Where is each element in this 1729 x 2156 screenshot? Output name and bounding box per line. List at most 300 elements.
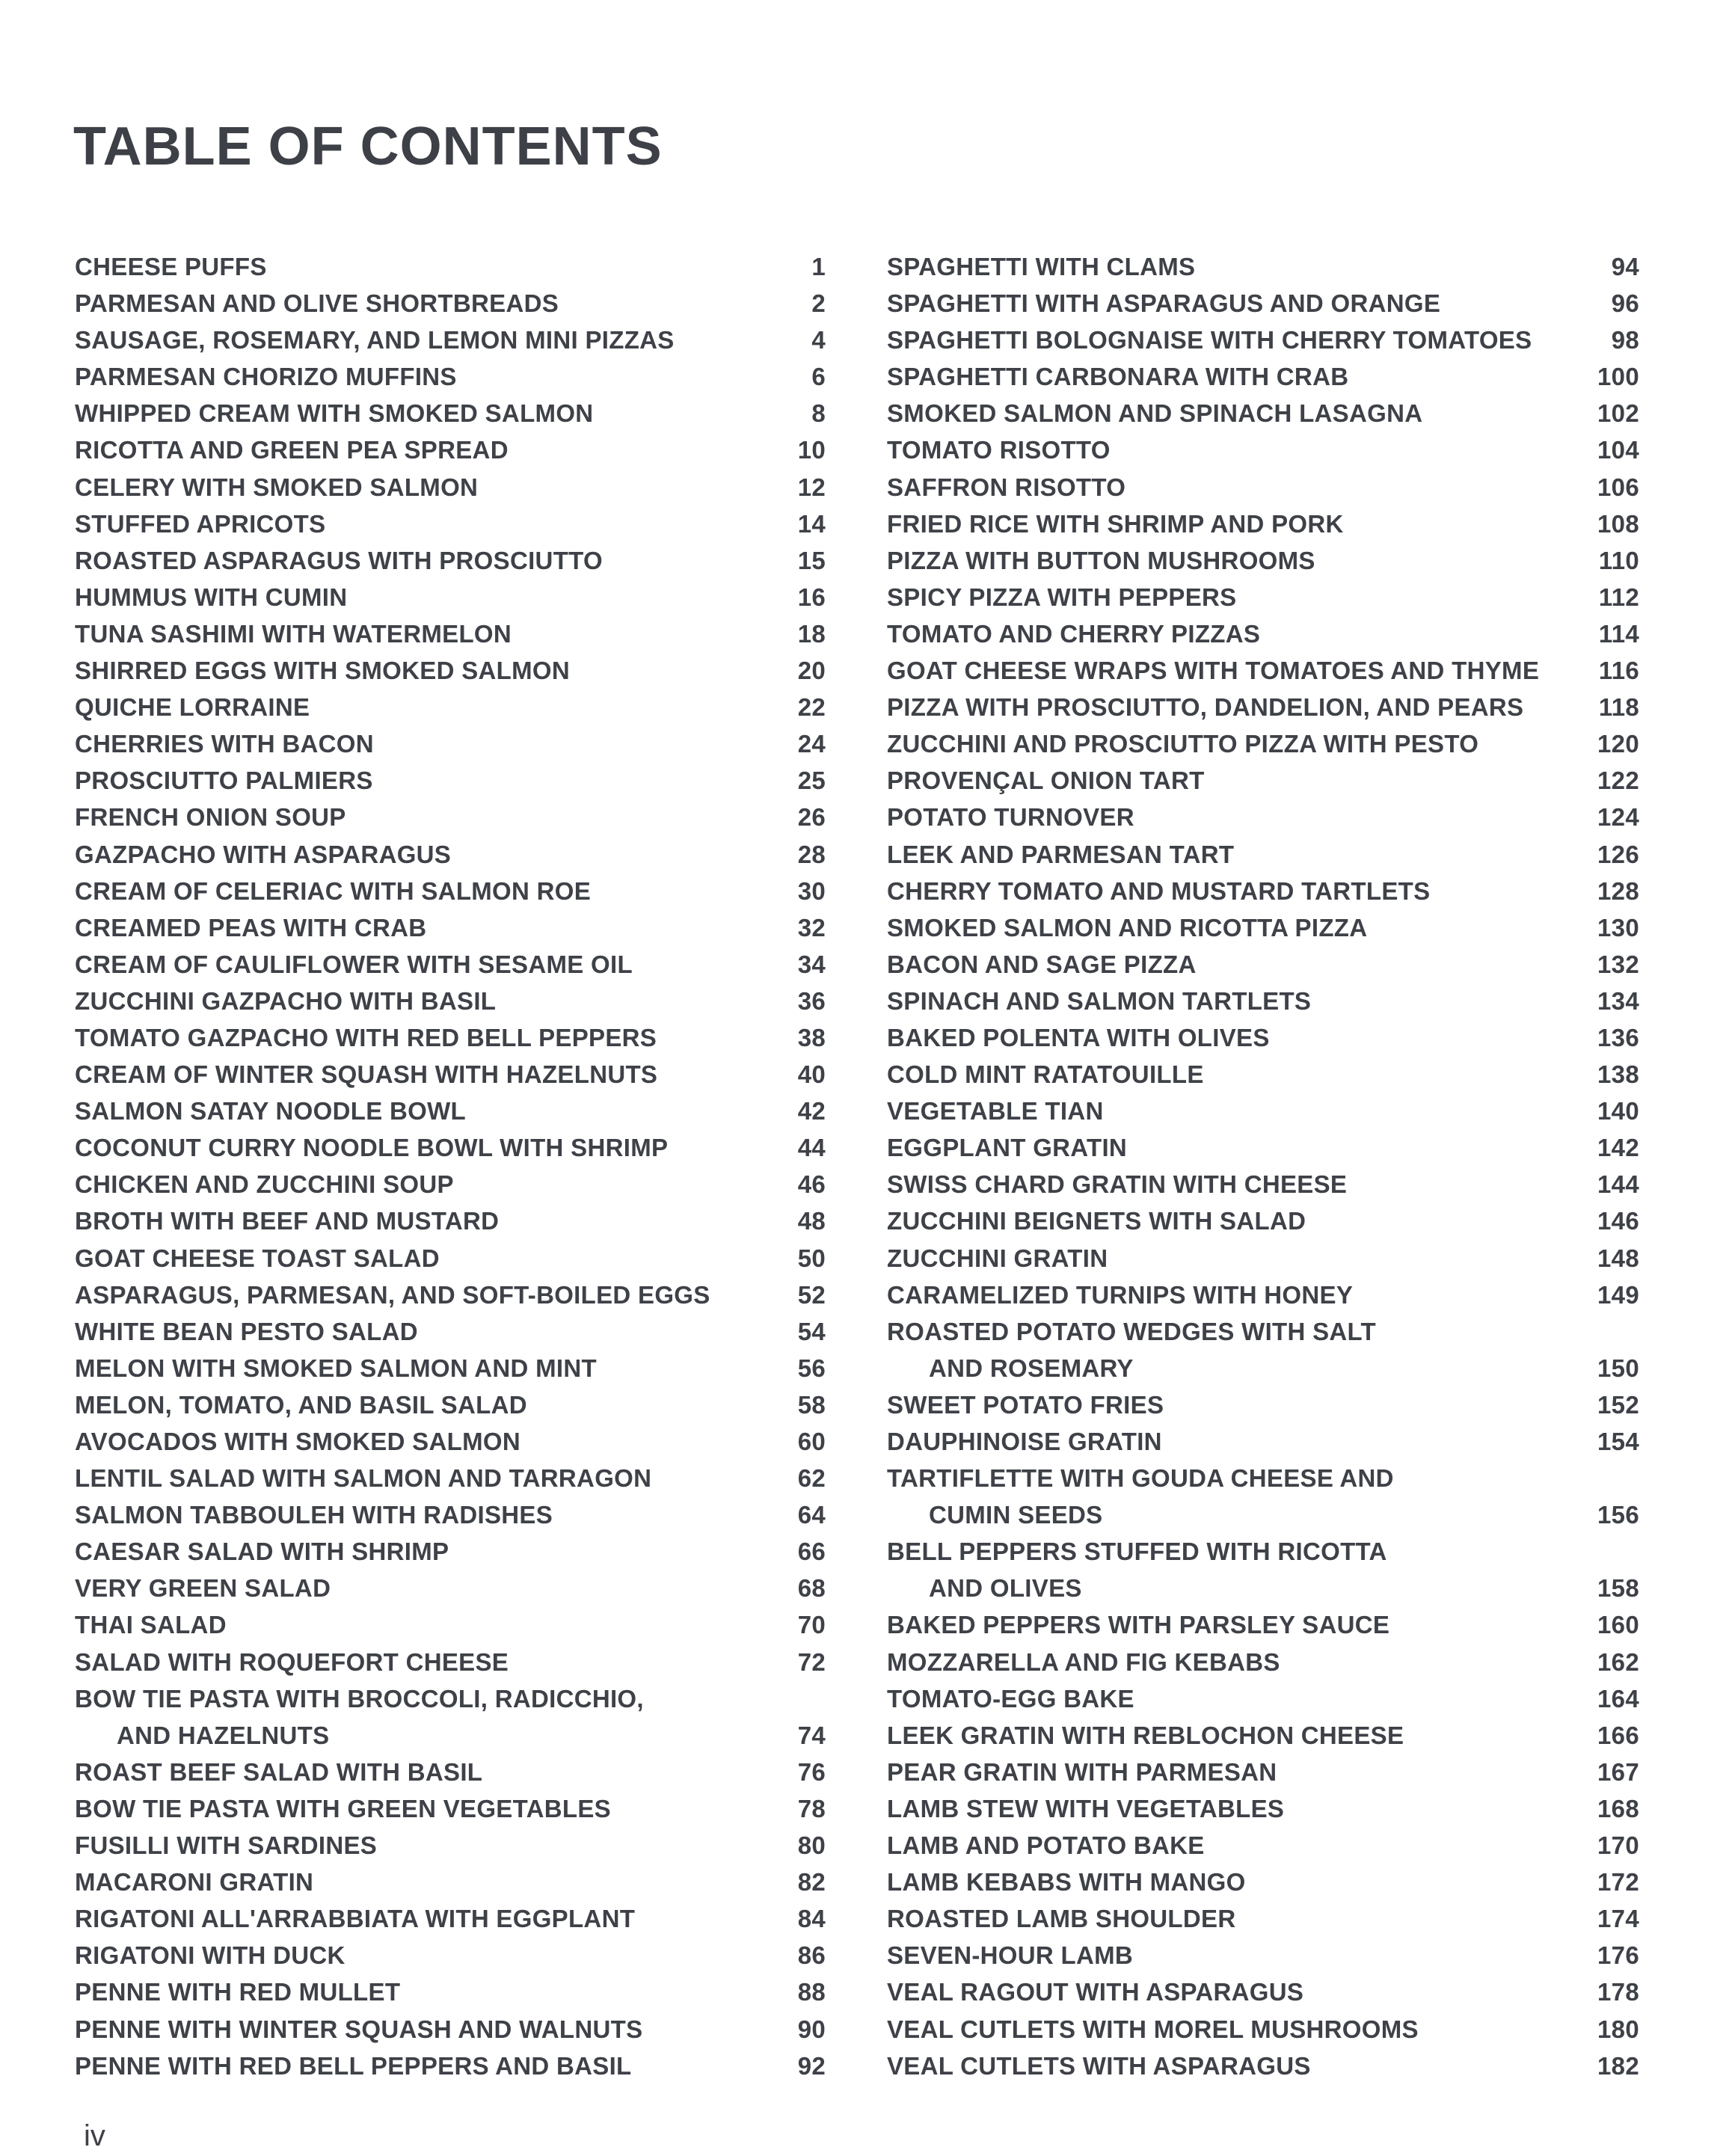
toc-entry-title: AVOCADOS WITH SMOKED SALMON: [75, 1428, 520, 1455]
toc-entry-title: ZUCCHINI AND PROSCIUTTO PIZZA WITH PESTO: [887, 730, 1479, 758]
toc-entry-title: ZUCCHINI GRATIN: [887, 1244, 1108, 1272]
toc-entry[interactable]: [887, 1900, 1639, 1937]
toc-entry-page-number: 1: [811, 253, 826, 280]
toc-entry-title: TOMATO GAZPACHO WITH RED BELL PEPPERS: [75, 1023, 657, 1051]
toc-entry[interactable]: [887, 506, 1639, 542]
toc-entry[interactable]: [75, 1496, 826, 1533]
toc-entry-page-number: 136: [1597, 1023, 1639, 1051]
toc-entry-page-number: 25: [797, 767, 826, 795]
toc-entry[interactable]: [75, 1313, 826, 1350]
toc-entry-page-number: 160: [1597, 1611, 1639, 1639]
toc-entry-title: SALMON SATAY NOODLE BOWL: [75, 1097, 466, 1125]
toc-entry-title: THAI SALAD: [75, 1611, 227, 1639]
toc-entry-title: SALAD WITH ROQUEFORT CHEESE: [75, 1647, 509, 1676]
toc-entry-page-number: 36: [797, 986, 826, 1015]
toc-entry-title: HUMMUS WITH CUMIN: [75, 583, 348, 611]
toc-entry[interactable]: [75, 1827, 826, 1864]
toc-entry-page-number: 24: [797, 730, 826, 758]
toc-entry-title: PROVENÇAL ONION TART: [887, 767, 1205, 795]
toc-entry-page-number: 80: [797, 1831, 826, 1860]
toc-entry-title: BAKED POLENTA WITH OLIVES: [887, 1023, 1270, 1051]
toc-entry-title: PENNE WITH RED MULLET: [75, 1978, 401, 2006]
toc-entry[interactable]: [75, 542, 826, 579]
toc-entry-page-number: 64: [797, 1501, 826, 1529]
toc-entry-title: FRIED RICE WITH SHRIMP AND PORK: [887, 509, 1344, 538]
toc-entry-title: GOAT CHEESE WRAPS WITH TOMATOES AND THYME: [887, 657, 1540, 685]
toc-entry[interactable]: [75, 909, 826, 946]
toc-entry-page-number: 154: [1597, 1428, 1639, 1455]
toc-entry-page-number: 114: [1598, 619, 1639, 648]
toc-entry[interactable]: [887, 1606, 1639, 1643]
toc-entry-title: CREAM OF CELERIAC WITH SALMON ROE: [75, 876, 592, 905]
toc-entry-title: BOW TIE PASTA WITH GREEN VEGETABLES: [75, 1794, 611, 1822]
toc-entry-page-number: 70: [797, 1611, 826, 1639]
toc-entry-page-number: 92: [797, 2051, 826, 2080]
toc-entry-title: ROAST BEEF SALAD WITH BASIL: [75, 1757, 483, 1786]
toc-entry-page-number: 15: [797, 546, 826, 574]
toc-entry-page-number: 4: [811, 326, 826, 354]
toc-entry-title: TUNA SASHIMI WITH WATERMELON: [75, 619, 512, 648]
toc-entry[interactable]: [75, 431, 826, 468]
toc-entry[interactable]: [887, 1460, 1639, 1496]
toc-entry-page-number: 52: [797, 1280, 826, 1309]
toc-entry-title: QUICHE LORRAINE: [75, 693, 310, 722]
toc-entry-title: SPAGHETTI WITH ASPARAGUS AND ORANGE: [887, 289, 1441, 318]
toc-entry-title: CHERRIES WITH BACON: [75, 730, 374, 758]
toc-entry-page-number: 78: [797, 1794, 826, 1822]
toc-entry[interactable]: [887, 1423, 1639, 1460]
toc-entry-title: PEAR GRATIN WITH PARMESAN: [887, 1757, 1277, 1786]
toc-entry-title: PIZZA WITH PROSCIUTTO, DANDELION, AND PEARS: [887, 693, 1524, 722]
toc-entry[interactable]: [75, 873, 826, 909]
toc-entry-page-number: 42: [797, 1097, 826, 1125]
toc-entry[interactable]: [887, 1056, 1639, 1093]
toc-entry-page-number: 120: [1597, 730, 1639, 758]
toc-entry[interactable]: [75, 946, 826, 983]
toc-entry-page-number: 124: [1597, 803, 1639, 832]
toc-entry[interactable]: [75, 469, 826, 506]
toc-entry-page-number: 126: [1597, 840, 1639, 868]
toc-entry[interactable]: [75, 2048, 826, 2084]
toc-entry-title: TOMATO AND CHERRY PIZZAS: [887, 619, 1261, 648]
toc-entry[interactable]: [887, 1093, 1639, 1129]
toc-entry-continuation[interactable]: [887, 1350, 1639, 1386]
toc-entry[interactable]: [75, 652, 826, 689]
toc-entry-page-number: 50: [797, 1244, 826, 1272]
toc-entry-page-number: 28: [797, 840, 826, 868]
toc-entry-page-number: 180: [1597, 2015, 1639, 2043]
toc-entry[interactable]: [887, 909, 1639, 946]
toc-entry[interactable]: [75, 1533, 826, 1570]
folio-page-number: iv: [84, 2119, 105, 2152]
toc-entry[interactable]: [887, 358, 1639, 395]
toc-entry[interactable]: [75, 1056, 826, 1093]
toc-entry-title: ASPARAGUS, PARMESAN, AND SOFT-BOILED EGGS: [75, 1280, 710, 1309]
toc-entry-page-number: 176: [1597, 1941, 1639, 1970]
toc-entry-page-number: 8: [811, 399, 826, 428]
toc-entry-title: BOW TIE PASTA WITH BROCCOLI, RADICCHIO,: [75, 1684, 644, 1713]
toc-entry[interactable]: [75, 1570, 826, 1606]
toc-entry-title: SPAGHETTI WITH CLAMS: [887, 253, 1196, 280]
toc-entry-page-number: 22: [797, 693, 826, 722]
toc-entry[interactable]: [887, 1313, 1639, 1350]
toc-entry-page-number: 108: [1597, 509, 1639, 538]
toc-entry-page-number: 164: [1597, 1684, 1639, 1713]
toc-entry[interactable]: [887, 1754, 1639, 1790]
toc-entry-page-number: 148: [1597, 1244, 1639, 1272]
toc-entry[interactable]: [75, 1093, 826, 1129]
toc-entry[interactable]: [75, 1386, 826, 1423]
toc-entry-title: LAMB STEW WITH VEGETABLES: [887, 1794, 1285, 1822]
toc-entry-page-number: 116: [1598, 657, 1639, 685]
toc-entry-page-number: 118: [1598, 693, 1639, 722]
toc-entry-page-number: 86: [797, 1941, 826, 1970]
toc-entry-title: SWISS CHARD GRATIN WITH CHEESE: [887, 1170, 1348, 1199]
toc-entry[interactable]: [887, 1790, 1639, 1827]
toc-entry-title: VEAL CUTLETS WITH MOREL MUSHROOMS: [887, 2015, 1419, 2043]
toc-entry-title: SWEET POTATO FRIES: [887, 1390, 1164, 1419]
toc-entry[interactable]: [887, 983, 1639, 1019]
toc-entry-page-number: 32: [797, 913, 826, 942]
toc-entry-title: BELL PEPPERS STUFFED WITH RICOTTA: [887, 1538, 1387, 1566]
toc-entry-page-number: 88: [797, 1978, 826, 2006]
toc-entry[interactable]: [887, 2048, 1639, 2084]
toc-entry-page-number: 168: [1597, 1794, 1639, 1822]
toc-entry[interactable]: [887, 946, 1639, 983]
toc-entry-page-number: 30: [797, 876, 826, 905]
toc-entry-title: PROSCIUTTO PALMIERS: [75, 767, 373, 795]
toc-entry[interactable]: [75, 248, 826, 285]
toc-entry[interactable]: [887, 1937, 1639, 1974]
toc-entry-page-number: 62: [797, 1464, 826, 1493]
toc-entry-title: EGGPLANT GRATIN: [887, 1134, 1128, 1162]
toc-entry[interactable]: [887, 1644, 1639, 1680]
toc-entry[interactable]: [887, 285, 1639, 322]
toc-entry-page-number: 38: [797, 1023, 826, 1051]
toc-entry-title: ROASTED POTATO WEDGES WITH SALT: [887, 1317, 1377, 1345]
toc-entry-page-number: 18: [797, 619, 826, 648]
toc-entry-page-number: 162: [1597, 1647, 1639, 1676]
toc-entry-continuation[interactable]: [887, 1570, 1639, 1606]
toc-entry-title: SPAGHETTI BOLOGNAISE WITH CHERRY TOMATOES: [887, 326, 1532, 354]
toc-entry[interactable]: [75, 579, 826, 615]
toc-entry[interactable]: [887, 1680, 1639, 1717]
toc-entry[interactable]: [75, 1900, 826, 1937]
toc-entry-title: SMOKED SALMON AND RICOTTA PIZZA: [887, 913, 1368, 942]
toc-entry-page-number: 150: [1597, 1354, 1639, 1382]
toc-entry-title: WHITE BEAN PESTO SALAD: [75, 1317, 418, 1345]
toc-entry-title: POTATO TURNOVER: [887, 803, 1134, 832]
toc-entry-title: SAFFRON RISOTTO: [887, 473, 1126, 501]
toc-entry[interactable]: [887, 2011, 1639, 2048]
toc-entry-continuation[interactable]: [75, 1717, 826, 1754]
toc-entry-page-number: 48: [797, 1207, 826, 1235]
toc-entry-page-number: 138: [1597, 1060, 1639, 1089]
toc-entry-page-number: 40: [797, 1060, 826, 1089]
toc-entry[interactable]: [75, 358, 826, 395]
toc-entry-title: AND OLIVES: [929, 1574, 1082, 1603]
toc-entry[interactable]: [887, 873, 1639, 909]
toc-entry-page-number: 60: [797, 1428, 826, 1455]
toc-entry-title: CAESAR SALAD WITH SHRIMP: [75, 1538, 449, 1566]
toc-entry-title: LAMB AND POTATO BAKE: [887, 1831, 1205, 1860]
toc-entry[interactable]: [75, 836, 826, 873]
toc-entry-page-number: 12: [797, 473, 826, 501]
toc-entry-title: BROTH WITH BEEF AND MUSTARD: [75, 1207, 500, 1235]
toc-entry[interactable]: [75, 2011, 826, 2048]
toc-entry-title: CUMIN SEEDS: [929, 1501, 1103, 1529]
toc-entry-page-number: 167: [1597, 1757, 1639, 1786]
toc-entry-page-number: 58: [797, 1390, 826, 1419]
toc-entry[interactable]: [75, 762, 826, 799]
toc-entry-page-number: 156: [1597, 1501, 1639, 1529]
toc-entry-title: PENNE WITH RED BELL PEPPERS AND BASIL: [75, 2051, 632, 2080]
toc-entry-title: CHICKEN AND ZUCCHINI SOUP: [75, 1170, 454, 1199]
toc-entry[interactable]: [75, 1240, 826, 1277]
toc-entry-title: CELERY WITH SMOKED SALMON: [75, 473, 479, 501]
toc-entry[interactable]: [887, 762, 1639, 799]
toc-entry-title: SPINACH AND SALMON TARTLETS: [887, 986, 1312, 1015]
toc-entry[interactable]: [75, 1680, 826, 1717]
toc-entry-page-number: 104: [1597, 436, 1639, 464]
toc-entry[interactable]: [887, 1864, 1639, 1900]
toc-entry[interactable]: [75, 799, 826, 835]
toc-entry-title: CREAM OF CAULIFLOWER WITH SESAME OIL: [75, 950, 633, 978]
toc-entry-page-number: 66: [797, 1538, 826, 1566]
toc-entry-title: DAUPHINOISE GRATIN: [887, 1428, 1162, 1455]
toc-entry-title: TOMATO RISOTTO: [887, 436, 1111, 464]
toc-entry-title: SALMON TABBOULEH WITH RADISHES: [75, 1501, 553, 1529]
toc-entry[interactable]: [887, 1019, 1639, 1056]
toc-entry[interactable]: [887, 579, 1639, 615]
toc-entry-title: CHERRY TOMATO AND MUSTARD TARTLETS: [887, 876, 1431, 905]
toc-entry-title: GAZPACHO WITH ASPARAGUS: [75, 840, 452, 868]
toc-entry[interactable]: [75, 395, 826, 431]
toc-entry-title: PARMESAN CHORIZO MUFFINS: [75, 363, 457, 391]
toc-entry-page-number: 166: [1597, 1721, 1639, 1749]
toc-entry-title: RIGATONI WITH DUCK: [75, 1941, 346, 1970]
toc-entry-page-number: 96: [1611, 289, 1639, 318]
toc-entry[interactable]: [75, 1350, 826, 1386]
toc-entry-page-number: 74: [797, 1721, 826, 1749]
toc-entry-page-number: 14: [797, 509, 826, 538]
toc-entry[interactable]: [75, 1129, 826, 1166]
toc-entry-title: VEAL RAGOUT WITH ASPARAGUS: [887, 1978, 1304, 2006]
toc-entry-title: LENTIL SALAD WITH SALMON AND TARRAGON: [75, 1464, 652, 1493]
toc-entry-title: ROASTED ASPARAGUS WITH PROSCIUTTO: [75, 546, 603, 574]
toc-entry-title: PENNE WITH WINTER SQUASH AND WALNUTS: [75, 2015, 643, 2043]
toc-entry-page-number: 110: [1598, 546, 1639, 574]
toc-entry-page-number: 140: [1597, 1097, 1639, 1125]
toc-entry-page-number: 2: [811, 289, 826, 318]
toc-entry[interactable]: [887, 248, 1639, 285]
toc-entry-title: MELON WITH SMOKED SALMON AND MINT: [75, 1354, 597, 1382]
toc-entry-title: FUSILLI WITH SARDINES: [75, 1831, 378, 1860]
toc-entry[interactable]: [75, 1974, 826, 2010]
toc-entry-title: SEVEN-HOUR LAMB: [887, 1941, 1134, 1970]
toc-entry[interactable]: [75, 1277, 826, 1313]
toc-entry-page-number: 132: [1597, 950, 1639, 978]
toc-entry-page-number: 56: [797, 1354, 826, 1382]
toc-left-column: [75, 248, 826, 2084]
toc-entry-page-number: 44: [797, 1134, 826, 1162]
toc-entry-title: COLD MINT RATATOUILLE: [887, 1060, 1204, 1089]
toc-entry[interactable]: [75, 1864, 826, 1900]
toc-entry[interactable]: [887, 1129, 1639, 1166]
toc-entry-title: COCONUT CURRY NOODLE BOWL WITH SHRIMP: [75, 1134, 669, 1162]
toc-entry[interactable]: [75, 1754, 826, 1790]
toc-entry-page-number: 26: [797, 803, 826, 832]
toc-entry-page-number: 90: [797, 2015, 826, 2043]
toc-entry-page-number: 102: [1597, 399, 1639, 428]
toc-entry-page-number: 20: [797, 657, 826, 685]
toc-entry-title: SPAGHETTI CARBONARA WITH CRAB: [887, 363, 1349, 391]
toc-entry-page-number: 144: [1597, 1170, 1639, 1199]
toc-entry-page-number: 46: [797, 1170, 826, 1199]
toc-entry[interactable]: [887, 725, 1639, 762]
toc-entry[interactable]: [75, 689, 826, 725]
toc-entry[interactable]: [75, 1606, 826, 1643]
toc-entry-page-number: 16: [797, 583, 826, 611]
toc-entry-title: VEGETABLE TIAN: [887, 1097, 1104, 1125]
toc-entry-page-number: 152: [1597, 1390, 1639, 1419]
toc-entry[interactable]: [887, 652, 1639, 689]
toc-entry[interactable]: [75, 725, 826, 762]
toc-entry[interactable]: [887, 322, 1639, 358]
toc-entry-title: ZUCCHINI BEIGNETS WITH SALAD: [887, 1207, 1306, 1235]
toc-entry-page-number: 170: [1597, 1831, 1639, 1860]
toc-entry-title: CHEESE PUFFS: [75, 253, 267, 280]
toc-entry[interactable]: [75, 285, 826, 322]
toc-entry-page-number: 68: [797, 1574, 826, 1603]
toc-entry[interactable]: [887, 1277, 1639, 1313]
toc-entry-title: ROASTED LAMB SHOULDER: [887, 1905, 1236, 1933]
toc-entry-page-number: 34: [797, 950, 826, 978]
toc-entry-title: CARAMELIZED TURNIPS WITH HONEY: [887, 1280, 1354, 1309]
toc-entry-page-number: 54: [797, 1317, 826, 1345]
toc-entry-title: TOMATO-EGG BAKE: [887, 1684, 1134, 1713]
toc-entry-title: CREAM OF WINTER SQUASH WITH HAZELNUTS: [75, 1060, 658, 1089]
toc-entry[interactable]: [887, 1827, 1639, 1864]
toc-entry-page-number: 158: [1597, 1574, 1639, 1603]
toc-entry-page-number: 134: [1597, 986, 1639, 1015]
toc-entry-page-number: 174: [1597, 1905, 1639, 1933]
toc-right-column: [887, 248, 1639, 2084]
toc-entry-title: AND HAZELNUTS: [117, 1721, 330, 1749]
toc-entry-page-number: 178: [1597, 1978, 1639, 2006]
toc-entry-title: LAMB KEBABS WITH MANGO: [887, 1868, 1246, 1897]
toc-entry-page-number: 172: [1597, 1868, 1639, 1897]
toc-entry-page-number: 82: [797, 1868, 826, 1897]
toc-entry[interactable]: [887, 615, 1639, 652]
toc-entry-page-number: 112: [1598, 583, 1639, 611]
toc-entry-title: SAUSAGE, ROSEMARY, AND LEMON MINI PIZZAS: [75, 326, 675, 354]
toc-entry-title: ZUCCHINI GAZPACHO WITH BASIL: [75, 986, 497, 1015]
toc-entry-title: VEAL CUTLETS WITH ASPARAGUS: [887, 2051, 1311, 2080]
toc-entry-page-number: 94: [1611, 253, 1639, 280]
toc-entry[interactable]: [75, 615, 826, 652]
page-title: TABLE OF CONTENTS: [73, 117, 663, 176]
toc-entry-page-number: 128: [1597, 876, 1639, 905]
toc-entry-title: SPICY PIZZA WITH PEPPERS: [887, 583, 1237, 611]
toc-entry[interactable]: [887, 1203, 1639, 1239]
toc-entry[interactable]: [887, 542, 1639, 579]
toc-entry[interactable]: [75, 1460, 826, 1496]
toc-entry-page-number: 106: [1597, 473, 1639, 501]
toc-entry-page-number: 98: [1611, 326, 1639, 354]
toc-entry[interactable]: [887, 1166, 1639, 1203]
toc-entry-title: LEEK GRATIN WITH REBLOCHON CHEESE: [887, 1721, 1404, 1749]
toc-entry-title: PARMESAN AND OLIVE SHORTBREADS: [75, 289, 559, 318]
toc-entry-title: BACON AND SAGE PIZZA: [887, 950, 1197, 978]
toc-entry-title: FRENCH ONION SOUP: [75, 803, 346, 832]
toc-entry[interactable]: [887, 689, 1639, 725]
toc-entry-page-number: 182: [1597, 2051, 1639, 2080]
toc-entry-page-number: 146: [1597, 1207, 1639, 1235]
toc-entry-page-number: 142: [1597, 1134, 1639, 1162]
toc-entry[interactable]: [75, 1790, 826, 1827]
toc-entry[interactable]: [75, 983, 826, 1019]
toc-entry[interactable]: [75, 1423, 826, 1460]
toc-entry-title: PIZZA WITH BUTTON MUSHROOMS: [887, 546, 1315, 574]
toc-entry[interactable]: [887, 1717, 1639, 1754]
toc-entry[interactable]: [75, 1644, 826, 1680]
toc-entry-title: STUFFED APRICOTS: [75, 509, 326, 538]
toc-entry-page-number: 130: [1597, 913, 1639, 942]
toc-entry-title: TARTIFLETTE WITH GOUDA CHEESE AND: [887, 1464, 1394, 1493]
toc-entry-page-number: 84: [797, 1905, 826, 1933]
toc-entry[interactable]: [75, 1203, 826, 1239]
toc-entry[interactable]: [75, 1937, 826, 1974]
toc-entry[interactable]: [887, 395, 1639, 431]
toc-entry-title: VERY GREEN SALAD: [75, 1574, 331, 1603]
toc-entry-title: MACARONI GRATIN: [75, 1868, 314, 1897]
toc-entry-page-number: 149: [1597, 1280, 1639, 1309]
toc-entry-title: GOAT CHEESE TOAST SALAD: [75, 1244, 440, 1272]
toc-entry[interactable]: [887, 1240, 1639, 1277]
toc-entry[interactable]: [75, 1019, 826, 1056]
toc-entry[interactable]: [887, 1533, 1639, 1570]
toc-entry-title: LEEK AND PARMESAN TART: [887, 840, 1235, 868]
toc-entry-title: CREAMED PEAS WITH CRAB: [75, 913, 427, 942]
toc-entry[interactable]: [887, 469, 1639, 506]
toc-entry-page-number: 6: [811, 363, 826, 391]
toc-entry-title: BAKED PEPPERS WITH PARSLEY SAUCE: [887, 1611, 1390, 1639]
toc-entry[interactable]: [887, 431, 1639, 468]
toc-entry[interactable]: [887, 1974, 1639, 2010]
toc-entry-title: RICOTTA AND GREEN PEA SPREAD: [75, 436, 509, 464]
toc-entry[interactable]: [887, 799, 1639, 835]
toc-entry-title: MELON, TOMATO, AND BASIL SALAD: [75, 1390, 527, 1419]
toc-entry[interactable]: [75, 1166, 826, 1203]
toc-entry-title: SHIRRED EGGS WITH SMOKED SALMON: [75, 657, 570, 685]
toc-entry-title: RIGATONI ALL'ARRABBIATA WITH EGGPLANT: [75, 1905, 636, 1933]
toc-entry-page-number: 72: [797, 1647, 826, 1676]
toc-entry-title: WHIPPED CREAM WITH SMOKED SALMON: [75, 399, 594, 428]
toc-entry-page-number: 76: [797, 1757, 826, 1786]
toc-entry[interactable]: [887, 1386, 1639, 1423]
toc-entry-title: AND ROSEMARY: [929, 1354, 1134, 1382]
toc-entry-page-number: 10: [797, 436, 826, 464]
toc-entry-continuation[interactable]: [887, 1496, 1639, 1533]
toc-entry-title: SMOKED SALMON AND SPINACH LASAGNA: [887, 399, 1423, 428]
toc-entry-page-number: 122: [1597, 767, 1639, 795]
toc-entry-title: MOZZARELLA AND FIG KEBABS: [887, 1647, 1280, 1676]
toc-entry[interactable]: [887, 836, 1639, 873]
toc-entry[interactable]: [75, 322, 826, 358]
toc-entry[interactable]: [75, 506, 826, 542]
toc-entry-page-number: 100: [1597, 363, 1639, 391]
